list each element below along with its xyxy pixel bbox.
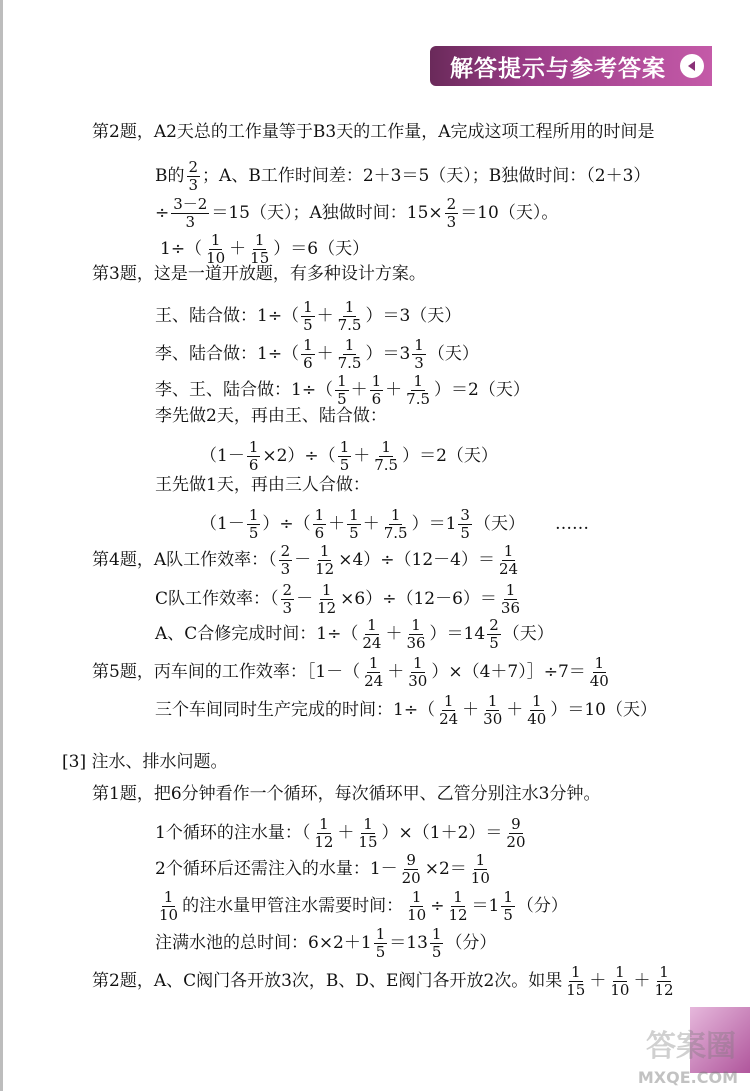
arrow-left-icon[interactable] bbox=[680, 54, 704, 78]
denominator: 40 bbox=[527, 710, 547, 728]
denominator: 5 bbox=[489, 634, 499, 652]
fraction bbox=[481, 694, 504, 727]
denominator: 30 bbox=[483, 710, 503, 728]
fraction bbox=[336, 300, 364, 333]
denominator: 20 bbox=[401, 869, 421, 887]
fraction bbox=[458, 508, 472, 541]
section-3-title bbox=[62, 754, 227, 771]
problem-2-line-3 bbox=[155, 197, 558, 230]
fraction bbox=[279, 544, 293, 577]
denominator: 5 bbox=[248, 524, 259, 542]
text-segment: ＋ bbox=[506, 700, 524, 720]
fraction bbox=[445, 197, 459, 230]
fraction bbox=[313, 508, 327, 541]
text-segment: B的 bbox=[155, 166, 185, 186]
text-segment: ）＝3（天） bbox=[365, 306, 462, 326]
numerator: 1 bbox=[453, 888, 463, 906]
numerator: 2 bbox=[446, 195, 457, 213]
text-segment: ×2）÷（ bbox=[262, 446, 336, 466]
numerator: 1 bbox=[368, 654, 379, 672]
numerator: 1 bbox=[487, 692, 498, 710]
numerator: 1 bbox=[337, 372, 347, 390]
problem-5-line-1 bbox=[92, 656, 613, 689]
problem-4-line-2 bbox=[155, 583, 524, 616]
denominator: 6 bbox=[303, 354, 313, 372]
water-problem-1-line-1 bbox=[155, 817, 530, 850]
text-segment: ）＝3 bbox=[365, 344, 411, 364]
text-segment: 第3题，这是一道开放题，有多种设计方案。 bbox=[92, 264, 426, 284]
text-segment: ）＝14 bbox=[429, 624, 486, 644]
fraction bbox=[187, 160, 201, 193]
text-segment: 王、陆合做：1÷（ bbox=[155, 306, 300, 326]
denominator: 24 bbox=[364, 672, 384, 690]
text-segment: （1－ bbox=[200, 514, 245, 534]
denominator: 7.5 bbox=[406, 390, 431, 408]
denominator: 5 bbox=[503, 906, 513, 924]
numerator: 1 bbox=[413, 654, 423, 672]
text-segment: 第1题，把6分钟看作一个循环，每次循环甲、乙管分别注水3分钟。 bbox=[92, 784, 601, 804]
section-header bbox=[430, 46, 712, 86]
problem-2-line-4 bbox=[160, 233, 369, 266]
text-segment: 1个循环的注水量：（ bbox=[155, 823, 311, 843]
text-segment: ×2＝ bbox=[424, 859, 467, 879]
numerator: 1 bbox=[505, 581, 516, 599]
text-segment: 三个车间同时生产完成的时间：1÷（ bbox=[155, 700, 436, 720]
numerator: 1 bbox=[615, 963, 625, 981]
fraction bbox=[247, 440, 261, 473]
denominator: 10 bbox=[159, 906, 179, 924]
fraction bbox=[204, 233, 227, 266]
text-segment: ÷ bbox=[430, 896, 445, 916]
denominator: 6 bbox=[248, 456, 259, 474]
numerator: 1 bbox=[390, 506, 401, 524]
fraction bbox=[356, 817, 379, 850]
problem-3-line-6 bbox=[155, 477, 370, 494]
numerator: 1 bbox=[659, 963, 669, 981]
denominator: 3 bbox=[185, 213, 196, 231]
fraction bbox=[504, 817, 527, 850]
fraction bbox=[347, 508, 361, 541]
text-segment: ＝13 bbox=[389, 933, 428, 953]
denominator: 5 bbox=[303, 316, 313, 334]
fraction bbox=[608, 965, 631, 998]
fraction bbox=[370, 374, 384, 407]
fraction bbox=[497, 544, 520, 577]
denominator: 3 bbox=[282, 599, 293, 617]
fraction bbox=[335, 374, 349, 407]
fraction bbox=[446, 890, 469, 923]
denominator: 30 bbox=[408, 672, 428, 690]
numerator: 1 bbox=[411, 616, 421, 634]
text-segment: ＋ bbox=[462, 700, 480, 720]
water-problem-1-line-4 bbox=[155, 927, 496, 960]
water-problem-1-line-2 bbox=[155, 853, 494, 886]
text-segment: 李先做2天，再由王、陆合做： bbox=[155, 406, 387, 426]
numerator: 1 bbox=[303, 336, 313, 354]
numerator: 1 bbox=[411, 888, 422, 906]
text-segment: （分） bbox=[445, 933, 497, 953]
denominator: 12 bbox=[314, 833, 334, 851]
fraction bbox=[564, 965, 587, 998]
numerator: 1 bbox=[339, 438, 350, 456]
fraction bbox=[315, 583, 338, 616]
text-segment: （天） bbox=[473, 514, 525, 534]
text-segment: ）×（1＋2）＝ bbox=[381, 823, 503, 843]
text-segment: ）＝1 bbox=[411, 514, 457, 534]
fraction bbox=[301, 300, 315, 333]
numerator: 1 bbox=[363, 815, 373, 833]
numerator: 1 bbox=[314, 506, 325, 524]
numerator: 2 bbox=[188, 158, 199, 176]
denominator: 5 bbox=[460, 524, 470, 542]
fraction bbox=[404, 374, 432, 407]
fraction bbox=[338, 440, 352, 473]
denominator: 5 bbox=[375, 943, 386, 961]
numerator: 2 bbox=[282, 581, 293, 599]
text-segment: ＋ bbox=[350, 380, 368, 400]
fraction bbox=[588, 656, 611, 689]
text-segment: 的注水量甲管注水需要时间： bbox=[182, 896, 404, 916]
water-problem-2-line-1 bbox=[92, 965, 678, 998]
denominator: 7.5 bbox=[383, 524, 408, 542]
text-segment: （天） bbox=[502, 624, 554, 644]
fraction bbox=[469, 853, 492, 886]
numerator: 2 bbox=[280, 542, 291, 560]
text-segment: C队工作效率：（ bbox=[155, 589, 279, 609]
numerator: 9 bbox=[511, 815, 521, 833]
denominator: 36 bbox=[500, 599, 521, 617]
denominator: 10 bbox=[206, 249, 226, 267]
header-title: 解答提示与参考答案 bbox=[450, 55, 666, 82]
text-segment: ＝1 bbox=[471, 896, 500, 916]
text-segment: ＋ bbox=[633, 971, 651, 991]
fraction bbox=[652, 965, 675, 998]
text-segment: － bbox=[294, 550, 312, 570]
fraction bbox=[501, 890, 515, 923]
fraction bbox=[360, 618, 383, 651]
denominator: 10 bbox=[610, 981, 630, 999]
text-segment: ×4）÷（12－4）＝ bbox=[338, 550, 495, 570]
denominator: 6 bbox=[371, 390, 382, 408]
numerator: 1 bbox=[475, 851, 486, 869]
fraction bbox=[430, 927, 444, 960]
text-segment: 李、王、陆合做：1÷（ bbox=[155, 380, 334, 400]
numerator: 2 bbox=[489, 616, 499, 634]
text-segment: ＋ bbox=[385, 624, 403, 644]
fraction bbox=[406, 656, 429, 689]
text-segment: ＋ bbox=[229, 239, 247, 259]
problem-3-line-3 bbox=[155, 374, 530, 407]
text-segment: ；A、B工作时间差：2＋3＝5（天）；B独做时间：（2＋3） bbox=[202, 166, 651, 186]
text-segment: ＝10（天）。 bbox=[460, 203, 559, 223]
text-segment: ）×（4＋7）］÷7＝ bbox=[431, 662, 586, 682]
denominator: 15 bbox=[250, 249, 270, 267]
text-segment: ＋ bbox=[328, 514, 346, 534]
numerator: 1 bbox=[503, 542, 514, 560]
text-segment: [3] 注水、排水问题。 bbox=[62, 752, 228, 772]
denominator: 10 bbox=[407, 906, 427, 924]
text-segment: （分） bbox=[516, 896, 568, 916]
denominator: 15 bbox=[566, 981, 586, 999]
denominator: 7.5 bbox=[337, 316, 362, 334]
numerator: 1 bbox=[319, 542, 330, 560]
denominator: 12 bbox=[654, 981, 674, 999]
problem-3-line-2 bbox=[155, 338, 479, 371]
fraction bbox=[400, 853, 423, 886]
numerator: 3－2 bbox=[173, 195, 208, 213]
denominator: 3 bbox=[414, 354, 424, 372]
denominator: 6 bbox=[314, 524, 325, 542]
denominator: 5 bbox=[337, 390, 347, 408]
water-problem-1-line-3 bbox=[155, 890, 568, 923]
problem-3-line-7 bbox=[200, 508, 589, 541]
numerator: 1 bbox=[321, 581, 332, 599]
text-segment: ＋ bbox=[353, 446, 371, 466]
denominator: 5 bbox=[339, 456, 350, 474]
numerator: 1 bbox=[319, 815, 329, 833]
text-segment: 李、陆合做：1÷（ bbox=[155, 344, 300, 364]
fraction bbox=[247, 508, 261, 541]
text-segment: 第4题，A队工作效率：（ bbox=[92, 550, 277, 570]
numerator: 1 bbox=[210, 231, 221, 249]
denominator: 12 bbox=[315, 560, 335, 578]
fraction bbox=[405, 890, 428, 923]
problem-3-line-1 bbox=[155, 300, 461, 333]
text-segment: 第5题，丙车间的工作效率：［1－（ bbox=[92, 662, 361, 682]
fraction bbox=[372, 440, 400, 473]
text-segment: 王先做1天，再由三人合做： bbox=[155, 475, 370, 495]
fraction bbox=[382, 508, 410, 541]
numerator: 1 bbox=[163, 888, 174, 906]
text-segment: ）＝10（天） bbox=[550, 700, 657, 720]
denominator: 20 bbox=[506, 833, 526, 851]
text-segment: － bbox=[296, 589, 314, 609]
problem-3-line-4 bbox=[155, 408, 387, 425]
numerator: 1 bbox=[248, 506, 259, 524]
fraction bbox=[313, 544, 336, 577]
text-segment: ＋ bbox=[316, 306, 334, 326]
watermark bbox=[620, 1001, 750, 1091]
text-segment: 注满水池的总时间：6×2＋1 bbox=[155, 933, 372, 953]
numerator: 1 bbox=[344, 336, 355, 354]
denominator: 3 bbox=[446, 213, 457, 231]
denominator: 12 bbox=[448, 906, 468, 924]
text-segment: 2个循环后还需注入的水量：1－ bbox=[155, 859, 398, 879]
denominator: 7.5 bbox=[337, 354, 362, 372]
denominator: 3 bbox=[188, 176, 199, 194]
problem-3-line-5 bbox=[200, 440, 498, 473]
text-segment: ）＝2（天） bbox=[434, 380, 530, 400]
text-segment: 第2题，A2天总的工作量等于B3天的工作量，A完成这项工程所用的时间是 bbox=[92, 122, 655, 142]
text-segment: ）÷（ bbox=[262, 514, 311, 534]
denominator: 36 bbox=[406, 634, 426, 652]
numerator: 1 bbox=[571, 963, 581, 981]
text-segment: ＋ bbox=[387, 662, 405, 682]
denominator: 12 bbox=[317, 599, 337, 617]
numerator: 1 bbox=[375, 925, 386, 943]
text-segment: ＋ bbox=[385, 380, 403, 400]
fraction bbox=[487, 618, 501, 651]
text-segment: ）＝2（天） bbox=[402, 446, 498, 466]
numerator: 1 bbox=[532, 692, 542, 710]
fraction bbox=[312, 817, 335, 850]
fraction bbox=[362, 656, 385, 689]
denominator: 15 bbox=[358, 833, 378, 851]
numerator: 1 bbox=[431, 925, 442, 943]
denominator: 7.5 bbox=[374, 456, 399, 474]
problem-4-line-1 bbox=[92, 544, 522, 577]
fraction bbox=[248, 233, 271, 266]
text-segment: 第2题，A、C阀门各开放3次，B、D、E阀门各开放2次。如果 bbox=[92, 971, 563, 991]
numerator: 1 bbox=[349, 506, 359, 524]
denominator: 10 bbox=[470, 869, 490, 887]
numerator: 1 bbox=[254, 231, 265, 249]
numerator: 1 bbox=[503, 888, 513, 906]
numerator: 1 bbox=[303, 298, 313, 316]
denominator: 24 bbox=[439, 710, 459, 728]
problem-4-line-3 bbox=[155, 618, 554, 651]
fraction bbox=[499, 583, 522, 616]
fraction bbox=[404, 618, 427, 651]
problem-3-intro bbox=[92, 266, 426, 283]
denominator: 5 bbox=[431, 943, 442, 961]
water-problem-1-intro bbox=[92, 786, 600, 803]
numerator: 1 bbox=[371, 372, 382, 390]
text-segment: ÷ bbox=[155, 203, 170, 223]
numerator: 1 bbox=[367, 616, 377, 634]
text-segment: ）＝6（天） bbox=[273, 239, 370, 259]
watermark-text: 答案圈 bbox=[646, 1029, 736, 1064]
text-segment: ＋ bbox=[362, 514, 380, 534]
watermark-site: MXQE.COM bbox=[637, 1068, 738, 1087]
problem-5-line-2 bbox=[155, 694, 657, 727]
numerator: 1 bbox=[413, 372, 423, 390]
fraction bbox=[525, 694, 548, 727]
numerator: 1 bbox=[594, 654, 605, 672]
numerator: 1 bbox=[443, 692, 454, 710]
denominator: 40 bbox=[589, 672, 609, 690]
denominator: 3 bbox=[280, 560, 291, 578]
text-segment: （1－ bbox=[200, 446, 245, 466]
numerator: 1 bbox=[381, 438, 391, 456]
text-segment: ＋ bbox=[316, 344, 334, 364]
problem-2-intro bbox=[92, 124, 655, 141]
numerator: 1 bbox=[344, 298, 355, 316]
denominator: 5 bbox=[349, 524, 359, 542]
text-segment: （天） bbox=[427, 344, 479, 364]
fraction bbox=[437, 694, 460, 727]
text-segment: ＋ bbox=[589, 971, 607, 991]
fraction bbox=[171, 197, 209, 230]
problem-2-line-2 bbox=[155, 160, 650, 193]
numerator: 1 bbox=[414, 336, 424, 354]
text-segment: 1÷（ bbox=[160, 239, 203, 259]
denominator: 24 bbox=[362, 634, 382, 652]
fraction bbox=[281, 583, 295, 616]
fraction bbox=[412, 338, 426, 371]
fraction bbox=[374, 927, 388, 960]
text-segment: A、C合修完成时间：1÷（ bbox=[155, 624, 359, 644]
fraction bbox=[336, 338, 364, 371]
text-segment: ＋ bbox=[337, 823, 355, 843]
numerator: 3 bbox=[460, 506, 470, 524]
ellipsis: …… bbox=[554, 514, 589, 534]
text-segment: ＝15（天）；A独做时间：15× bbox=[211, 203, 443, 223]
numerator: 1 bbox=[248, 438, 259, 456]
text-segment: ×6）÷（12－6）＝ bbox=[340, 589, 497, 609]
fraction bbox=[301, 338, 315, 371]
denominator: 24 bbox=[499, 560, 519, 578]
fraction bbox=[157, 890, 180, 923]
numerator: 9 bbox=[406, 851, 416, 869]
